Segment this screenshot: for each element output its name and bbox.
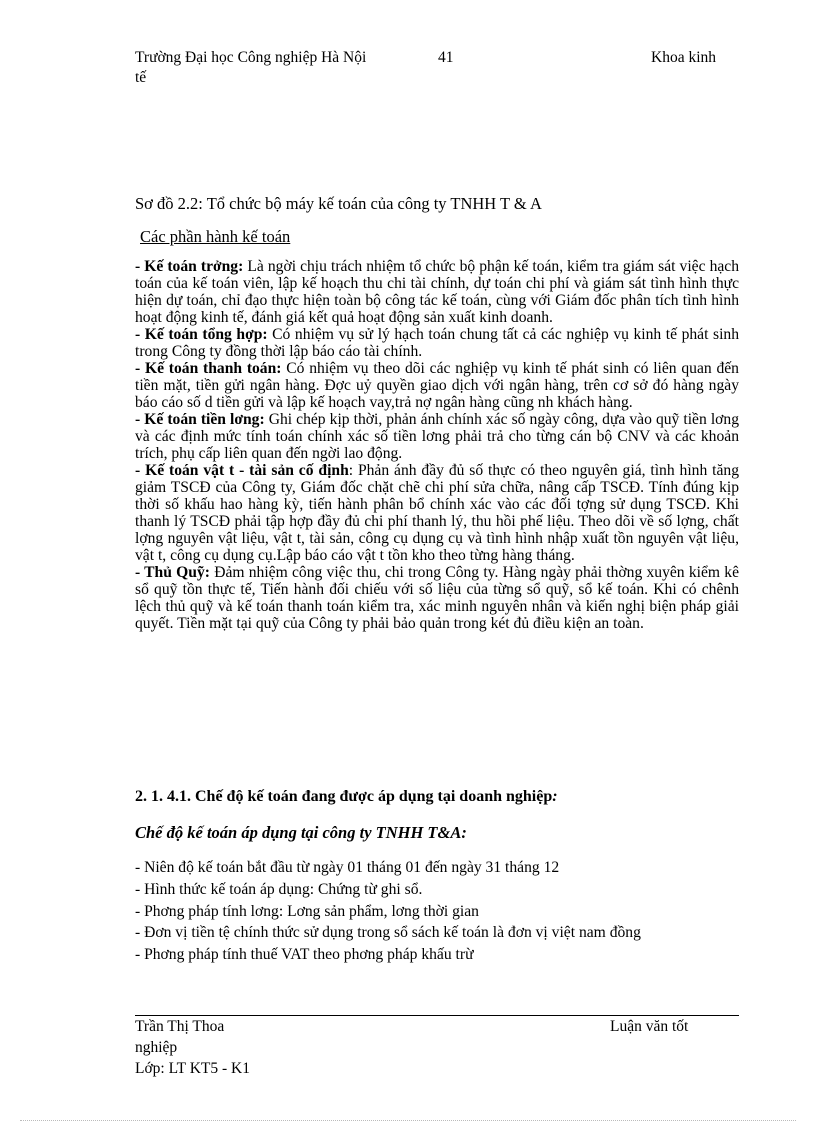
- page-bottom-border: [20, 1120, 796, 1121]
- diagram-caption: Sơ đồ 2.2: Tổ chức bộ máy kế toán của công ty TNHH T & A: [135, 194, 542, 213]
- footer-thesis-continuation: nghiệp: [135, 1039, 178, 1056]
- header-school: Trường Đại học Công nghiệp Hà Nội: [135, 49, 367, 66]
- role-paragraph: [135, 326, 739, 360]
- header-department-continuation: tế: [135, 69, 147, 86]
- role-text: Có nhiệm vụ sử lý hạch toán chung tất cả các nghiệp vụ kinh tế phát sinh trong Công ty đồng thời lập báo cáo tài chính.: [135, 326, 739, 360]
- list-item: - Phơng pháp tính lơng: Lơng sản phẩm, lơng thời gian: [135, 903, 479, 920]
- role-text: Ghi chép kịp thời, phản ánh chính xác số ngày công, dựa vào quỹ tiền lơng và các định mức tính toán chính xác số tiền lơng phải trả cho từng cán bộ CNV và các khoản trích, phụ cấp liên quan đến ngời lao động.: [135, 411, 739, 462]
- list-item: - Phơng pháp tính thuế VAT theo phơng pháp khấu trừ: [135, 946, 474, 963]
- footer-class: Lớp: LT KT5 - K1: [135, 1060, 250, 1077]
- role-paragraph: [135, 462, 739, 564]
- section-heading: [135, 788, 558, 806]
- roles-description: [135, 258, 739, 632]
- role-paragraph: [135, 360, 739, 411]
- role-title: - Kế toán thanh toán:: [135, 360, 282, 377]
- role-title: - Kế toán vật t - tài sản cố định: [135, 462, 349, 479]
- section-title: 2. 1. 4.1. Chế độ kế toán đang được áp dụng tại doanh nghiệp: [135, 788, 553, 805]
- page-number: 41: [438, 49, 454, 66]
- role-paragraph: [135, 411, 739, 462]
- role-paragraph: [135, 258, 739, 326]
- footer-thesis: Luận văn tốt: [610, 1018, 689, 1035]
- role-text: Có nhiệm vụ theo dõi các nghiệp vụ kinh tế phát sinh có liên quan đến tiền mặt, tiền gửi ngân hàng. Đợc uỷ quyền giao dịch với ngân hàng, trên cơ sở đó hàng ngày báo cáo số d tiền gửi và lập kế hoạch vay,trả nợ ngân hàng cũng nh khách hàng.: [135, 360, 739, 411]
- list-item: - Niên độ kế toán bắt đầu từ ngày 01 tháng 01 đến ngày 31 tháng 12: [135, 859, 560, 876]
- role-title: - Kế toán trởng:: [135, 258, 244, 275]
- role-text: Đảm nhiệm công việc thu, chi trong Công ty. Hàng ngày phải thờng xuyên kiểm kê sổ quỹ tồn thực tế, Tiến hành đối chiếu với số liệu của từng sổ quỹ, sổ kế toán. Khi có chênh lệch thủ quỹ và kế toán thanh toán kiểm tra, xác minh nguyên nhân và kiến nghị biện pháp giải quyết. Tiền mặt tại quỹ của Công ty phải bảo quản trong két đủ điều kiện an toàn.: [135, 564, 739, 632]
- header-department: Khoa kinh: [651, 49, 717, 66]
- list-item: - Hình thức kế toán áp dụng: Chứng từ ghi sổ.: [135, 881, 423, 898]
- regime-list: [135, 857, 739, 966]
- section-colon: :: [552, 788, 558, 805]
- role-title: - Thủ Quỹ:: [135, 564, 210, 581]
- regime-heading: Chế độ kế toán áp dụng tại công ty TNHH T&A:: [135, 823, 467, 842]
- role-title: - Kế toán tổng hợp:: [135, 326, 268, 343]
- role-text: Là ngời chịu trách nhiệm tổ chức bộ phận kế toán, kiểm tra giám sát việc hạch toán của kế toán viên, lập kế hoạch thu chi tài chính, dự toán chi phí và giám sát tình hình thực hiện dự toán, chỉ đạo thực hiện toàn bộ công tác kế toán, cùng với Giám đốc phân tích tình hình hoạt động kinh tế, đánh giá kết quả hoạt động sản xuất kinh doanh.: [135, 258, 740, 326]
- role-paragraph: [135, 564, 739, 632]
- footer-author: Trần Thị Thoa: [135, 1018, 225, 1035]
- role-title: - Kế toán tiền lơng:: [135, 411, 265, 428]
- section-subheading: Các phần hành kế toán: [140, 227, 291, 246]
- role-text: : Phản ánh đầy đủ số thực có theo nguyên giá, tình hình tăng giảm TSCĐ của Công ty, Giám đốc chặt chẽ chi phí sửa chữa, nâng cấp TSCĐ. Tính đúng kịp thời số khấu hao hàng kỳ, tiến hành phân bổ chính xác vào các đối tợng sử dụng TSCĐ. Khi thanh lý TSCĐ phải tập hợp đầy đủ chi phí thanh lý, thu hồi phế liệu. Theo dõi về số lợng, chất lợng nguyên vật liệu, vật t, tài sản, công cụ dụng cụ và tình hình nhập xuất tồn nguyên vật liệu, vật t, công cụ dụng cụ.Lập báo cáo vật t tồn kho theo từng hàng tháng.: [135, 462, 739, 564]
- list-item: - Đơn vị tiền tệ chính thức sử dụng trong sổ sách kế toán là đơn vị việt nam đồng: [135, 924, 641, 941]
